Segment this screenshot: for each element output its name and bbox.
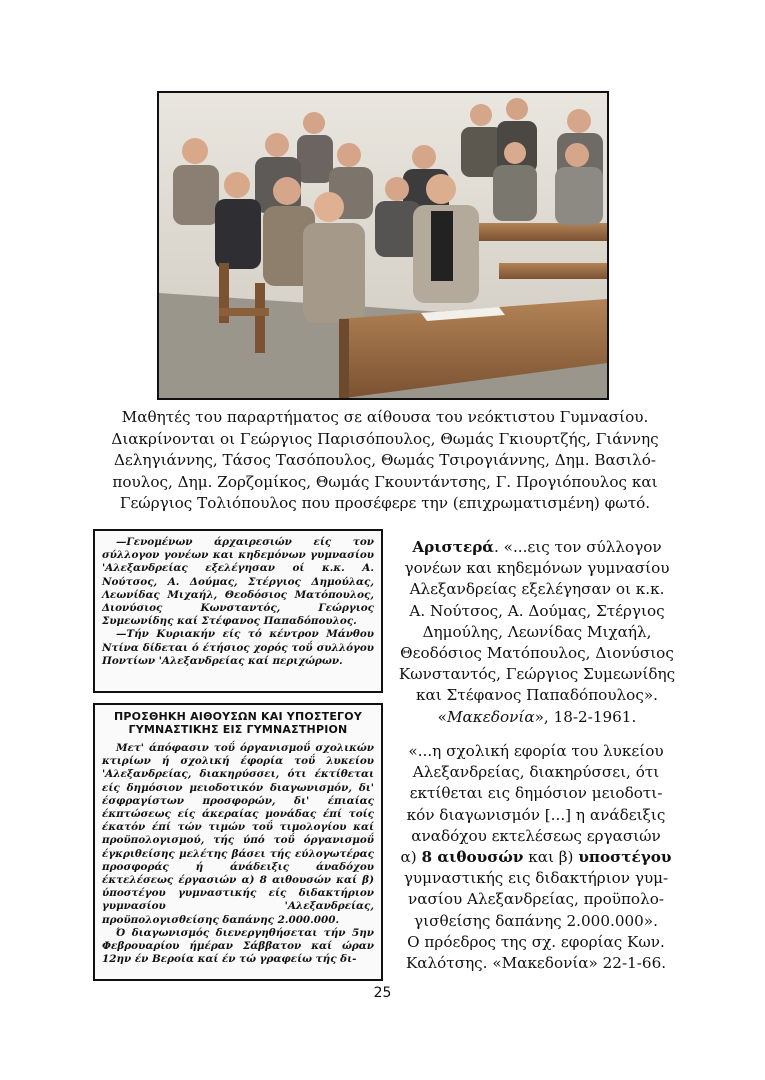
commentary-line: Αλεξανδρείας εξελέγησαν οι κ.κ. bbox=[409, 580, 665, 599]
commentary-line bbox=[394, 707, 680, 728]
commentary-line: νασίου Αλεξανδρείας, προϋπολο- bbox=[408, 890, 664, 909]
commentary-line: Καλότσης. «Μακεδονία» 22-1-66. bbox=[405, 954, 667, 973]
commentary-line bbox=[394, 537, 680, 558]
caption-line: Μαθητές του παραρτήματος σε αίθουσα του νεόκτιστου Γυμνασίου. bbox=[121, 408, 649, 426]
quote-open: « bbox=[437, 707, 447, 726]
commentary-label: Αριστερά bbox=[412, 538, 494, 556]
clipping-paragraph: —Τήν Κυριακήν είς τό κέντρον Μάνθου Ντίνα δίδεται ό έτήσιος χορός τοΰ συλλόγου Ποντίων 'Αλεξανδρείας καί περιχώρων. bbox=[102, 628, 374, 667]
commentary-line: Αλεξανδρείας, διακηρύσσει, ότι bbox=[412, 763, 660, 782]
commentary-line: «...η σχολική εφορία του λυκείου bbox=[408, 742, 664, 760]
commentary-text: και β) bbox=[523, 848, 579, 867]
commentary-line: γισθείσης δαπάνης 2.000.000». bbox=[414, 911, 658, 930]
commentary-text: . «...εις τον σύλλογον bbox=[494, 538, 662, 556]
commentary-line: και Στέφανος Παπαδόπουλος». bbox=[416, 686, 658, 705]
clipping-paragraph: —Γενομένων άρχαιρεσιών είς τον σύλλογον γονέων και κηδεμόνων γυμνασίου 'Αλεξανδρείας εξελέγησαν οί κ.κ. Α. Νούτσος, Α. Δούμας, Στέργιος Δημούλας, Λεωνίδας Μιχαήλ, Θεοδόσιος Ματόπουλος, Διονύσιος Κωνσταντός, Γεώργιος Συμεωνίδης καί Στέφανος Παπαδόπουλος. bbox=[102, 536, 374, 628]
caption-line: Διακρίνονται οι Γεώργιος Παρισόπουλος, Θωμάς Γκιουρτζής, Γιάννης bbox=[111, 429, 659, 448]
commentary-line: γονέων και κηδεμόνων γυμνασίου bbox=[404, 559, 670, 578]
commentary-1 bbox=[394, 537, 680, 728]
commentary-line: Δημούλης, Λεωνίδας Μιχαήλ, bbox=[422, 622, 652, 641]
newspaper-clipping-2 bbox=[93, 703, 383, 981]
commentary-2 bbox=[390, 741, 682, 974]
commentary-text: α) bbox=[400, 848, 422, 867]
clipping-body bbox=[102, 742, 374, 966]
commentary-line: εκτίθεται εις δημόσιον μειοδοτι- bbox=[409, 784, 663, 803]
newspaper-clipping-1 bbox=[93, 529, 383, 693]
citation-date: », 18-2-1961. bbox=[534, 707, 637, 726]
caption-line: Γεώργιος Τολιόπουλος που προσέφερε την (επιχρωματισμένη) φωτό. bbox=[119, 494, 651, 513]
caption-line: πουλος, Δημ. Ζορζομίκος, Θωμάς Γκουντάντσης, Γ. Προγιόπουλος και bbox=[112, 472, 658, 491]
caption-line: Δεληγιάννης, Τάσος Τασόπουλος, Θωμάς Τσιρογιάννης, Δημ. Βασιλό- bbox=[113, 451, 657, 470]
commentary-line: Α. Νούτσος, Α. Δούμας, Στέργιος bbox=[409, 601, 665, 620]
page-number: 25 bbox=[373, 985, 392, 1001]
commentary-line: Ο πρόεδρος της σχ. εφορίας Κων. bbox=[407, 932, 665, 951]
commentary-line: αναδόχου εκτελέσεως εργασιών bbox=[411, 826, 661, 845]
commentary-line: Θεοδόσιος Ματόπουλος, Διονύσιος bbox=[400, 644, 674, 663]
commentary-emphasis: υποστέγου bbox=[578, 848, 672, 867]
commentary-line: κόν διαγωνισμόν [...] η ανάδειξις bbox=[406, 805, 666, 824]
clipping-heading-line: ΠΡΟΣΘΗΚΗ ΑΙΘΟΥΣΩΝ ΚΑΙ ΥΠΟΣΤΕΓΟΥ bbox=[114, 710, 362, 723]
class-photo-image bbox=[159, 93, 607, 398]
commentary-line bbox=[390, 847, 682, 868]
commentary-line: γυμναστικής εις διδακτήριον γυμ- bbox=[403, 869, 669, 888]
commentary-emphasis: 8 αιθουσών bbox=[421, 848, 524, 867]
class-photo bbox=[157, 91, 609, 400]
clipping-paragraph: Ό διαγωνισμός διενεργηθήσεται τήν 5ην Φεβρουαρίου ήμέραν Σάββατον καί ώραν 12ην έν Βεροία καί έν τώ γραφείω τής δι- bbox=[102, 926, 374, 966]
commentary-line: Κωνσταντός, Γεώργιος Συμεωνίδης bbox=[398, 665, 676, 684]
clipping-paragraph: Μετ' άπόφασιν τοΰ όργανισμοΰ σχολικών κτιρίων ή σχολική έφορία τοΰ λυκείου 'Αλεξανδρείας, διακηρύσσει, ότι έκτίθεται είς δημόσιον μειοδοτικόν διαγωνισμόν, δι' έσφραγίστων προσφορών, δι' έπιαίας έκπτώσεως είς άκεραίας μονάδας έπί τοίς έκατόν έπί τών τιμών τοΰ τιμολογίου καί προϋπολογισμού, τής ύπό τοΰ όργανισμοΰ έγκριθείσης μελέτης βάσει τής εύλογωτέρας προσφοράς ή άνάδειξις άναδόχου έκτελέσεως έργασιών α) 8 αιθουσών καί β) ύποστέγου γυμναστικής είς διδακτήριον γυμνασίου 'Αλεξανδρείας, προϋπολογισθείσης δαπάνης 2.000.000. bbox=[102, 742, 374, 926]
newspaper-name: Μακεδονία bbox=[446, 707, 535, 726]
photo-caption bbox=[95, 407, 675, 515]
clipping-heading-line: ΓΥΜΝΑΣΤΙΚΗΣ ΕΙΣ ΓΥΜΝΑΣΤΗΡΙΟΝ bbox=[128, 723, 348, 736]
clipping-heading bbox=[102, 710, 374, 736]
